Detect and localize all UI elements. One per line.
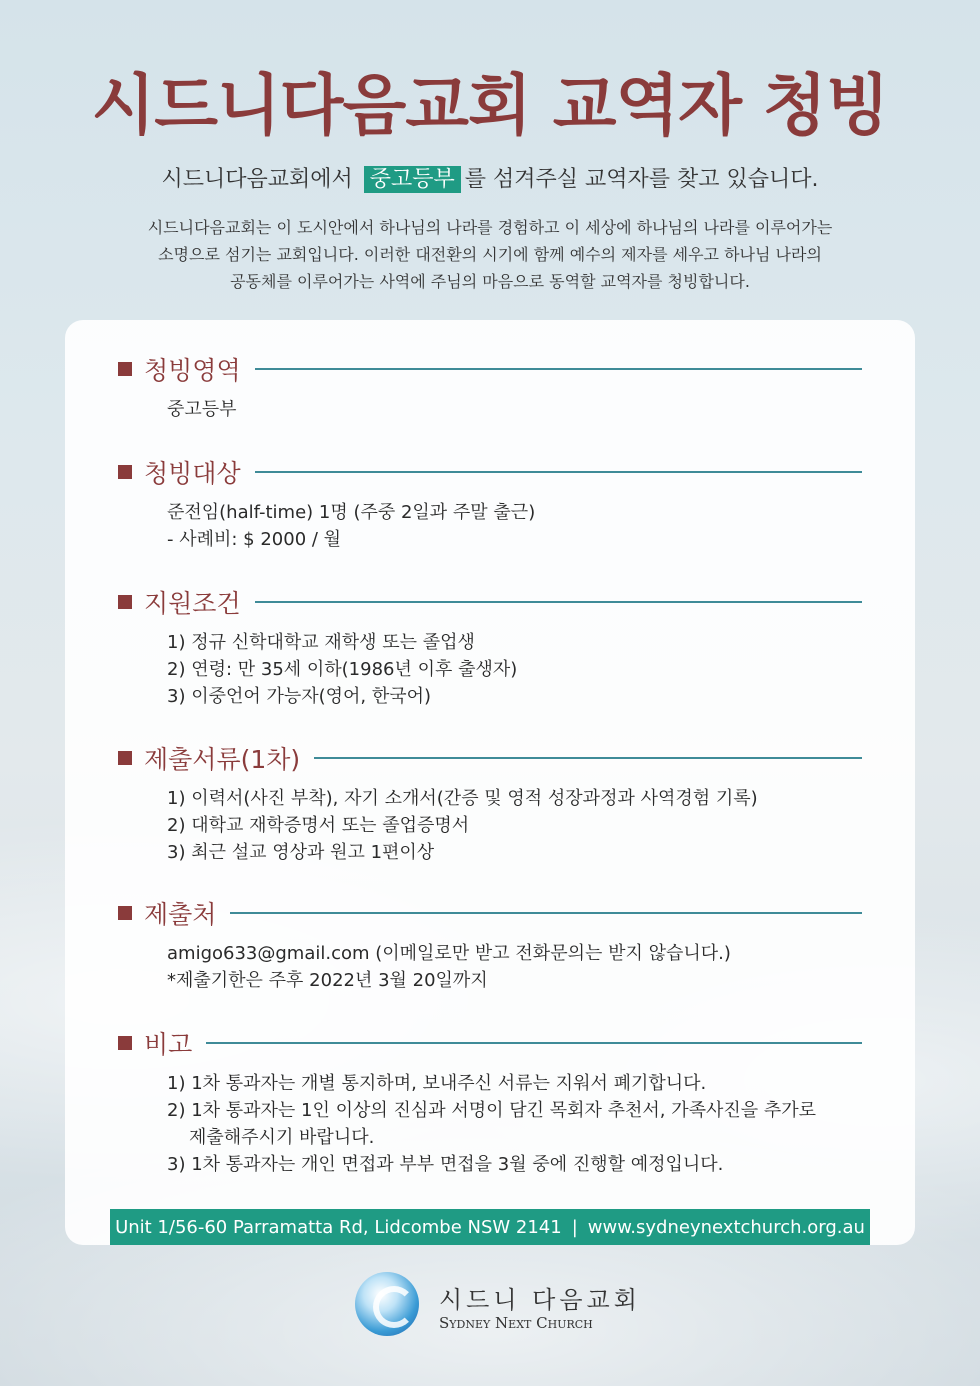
section-submission: [118, 896, 862, 994]
section-title: 제출서류(1차): [144, 745, 301, 774]
info-card: [65, 320, 915, 1245]
section-line: 3) 1차 통과자는 개인 면접과 부부 면접을 3월 중에 진행할 예정입니다.: [167, 1154, 724, 1175]
section-line: 1) 정규 신학대학교 재학생 또는 졸업생: [167, 632, 475, 653]
section-line: 준전임(half-time) 1명 (주중 2일과 주말 출근): [167, 502, 536, 523]
section-title: 제출처: [144, 900, 217, 929]
bullet-square-icon: [118, 362, 132, 376]
section-divider: [255, 368, 862, 370]
section-line: 3) 이중언어 가능자(영어, 한국어): [167, 686, 432, 707]
intro-text: [90, 214, 890, 295]
page-title: 시드니다음교회 교역자 청빙: [91, 67, 889, 144]
footer-contact-bar: [110, 1209, 870, 1245]
section-line: 2) 연령: 만 35세 이하(1986년 이후 출생자): [167, 659, 518, 680]
bullet-square-icon: [118, 751, 132, 765]
section-line: 제출해주시기 바랍니다.: [189, 1127, 375, 1148]
section-divider: [255, 471, 862, 473]
section-line: amigo633@gmail.com (이메일로만 받고 전화문의는 받지 않습니다.): [167, 943, 731, 964]
section-line: 3) 최근 설교 영상과 원고 1편이상: [167, 842, 435, 863]
intro-line: 소명으로 섬기는 교회입니다. 이러한 대전환의 시기에 함께 예수의 제자를 세우고 하나님 나라의: [158, 245, 822, 264]
logo-name-english: Sydney Next Church: [439, 1314, 593, 1332]
section-line: 1) 이력서(사진 부착), 자기 소개서(간증 및 영적 성장과정과 사역경험 기록): [167, 788, 758, 809]
section-divider: [206, 1042, 862, 1044]
section-title: 청빙대상: [144, 459, 241, 488]
subtitle-before: 시드니다음교회에서: [161, 167, 353, 192]
church-logo-icon: [355, 1272, 419, 1336]
subtitle-highlight: 중고등부: [364, 166, 461, 193]
section-divider: [255, 601, 862, 603]
section-line: 1) 1차 통과자는 개별 통지하며, 보내주신 서류는 지워서 폐기합니다.: [167, 1073, 707, 1094]
section-divider: [230, 912, 862, 914]
section-line: *제출기한은 주후 2022년 3월 20일까지: [167, 970, 488, 991]
bullet-square-icon: [118, 1036, 132, 1050]
intro-line: 공동체를 이루어가는 사역에 주님의 마음으로 동역할 교역자를 청빙합니다.: [230, 272, 750, 291]
section-line: 중고등부: [167, 399, 237, 420]
section-title: 청빙영역: [144, 356, 241, 385]
subtitle-after: 를 섬겨주실 교역자를 찾고 있습니다.: [464, 167, 819, 192]
bullet-square-icon: [118, 595, 132, 609]
section-position-area: [118, 352, 862, 423]
intro-line: 시드니다음교회는 이 도시안에서 하나님의 나라를 경험하고 이 세상에 하나님의 나라를 이루어가는: [147, 218, 833, 237]
subtitle: [0, 162, 980, 193]
section-line: - 사례비: $ 2000 / 월: [167, 529, 342, 550]
section-line: 2) 대학교 재학증명서 또는 졸업증명서: [167, 815, 470, 836]
footer-address: Unit 1/56-60 Parramatta Rd, Lidcombe NSW 2141: [115, 1216, 562, 1238]
bullet-square-icon: [118, 906, 132, 920]
section-requirements: [118, 585, 862, 710]
footer-website-link[interactable]: www.sydneynextchurch.org.au: [587, 1216, 865, 1238]
section-line: 2) 1차 통과자는 1인 이상의 진심과 서명이 담긴 목회자 추천서, 가족사진을 추가로: [167, 1100, 817, 1121]
bullet-square-icon: [118, 465, 132, 479]
section-documents: [118, 741, 862, 866]
section-divider: [314, 757, 862, 759]
footer-separator: |: [571, 1216, 578, 1238]
section-title: 비고: [144, 1030, 193, 1059]
section-notes: [118, 1026, 862, 1178]
church-logo: [355, 1272, 641, 1342]
logo-name-korean: 시드니 다음교회: [439, 1286, 641, 1314]
section-target: [118, 455, 862, 553]
section-title: 지원조건: [144, 589, 241, 618]
